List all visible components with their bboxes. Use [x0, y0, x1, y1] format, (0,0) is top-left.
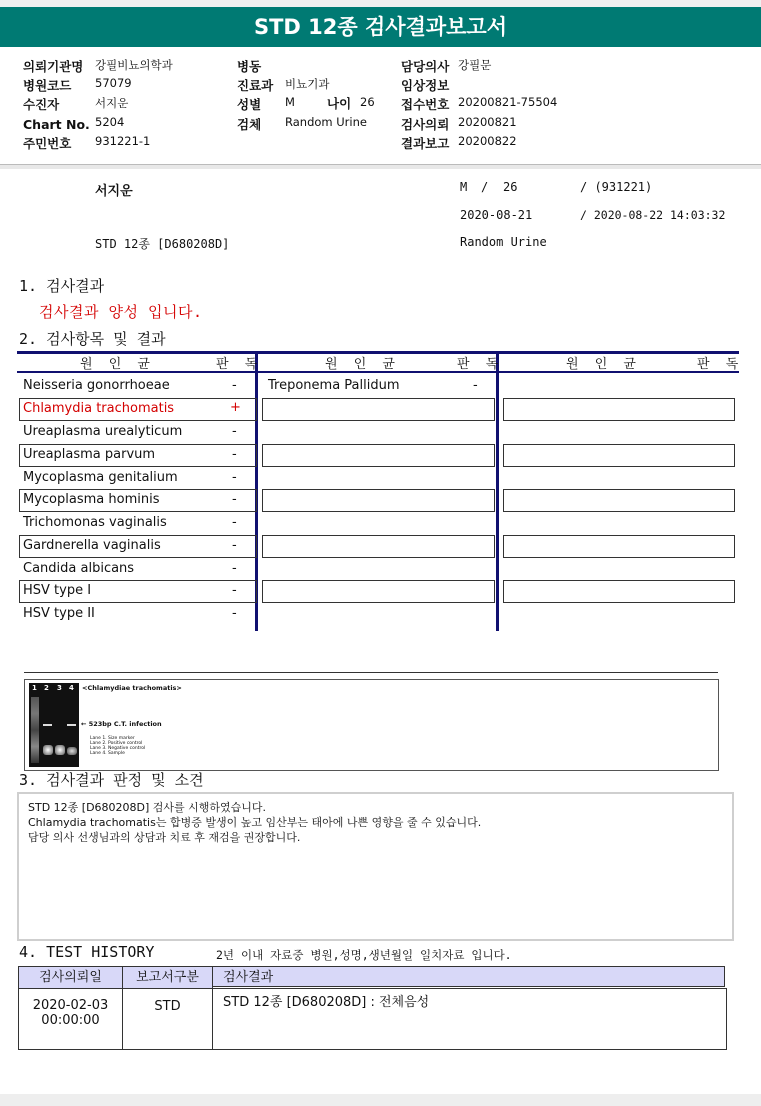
pathogen-result: - — [473, 378, 478, 393]
lane-number: 4 — [69, 684, 74, 692]
empty-row-box — [262, 489, 495, 512]
col-header: 원 인 균 — [80, 357, 156, 372]
request-date: 2020-08-21 — [460, 208, 533, 222]
header-row — [23, 56, 173, 75]
gel-caption: <Chlamydiae trachomatis> — [82, 684, 182, 692]
pathogen-name: Ureaplasma parvum — [23, 447, 156, 462]
lane-legend-item: Lane 2. Positive control — [90, 741, 143, 746]
empty-row-box — [262, 444, 495, 467]
lane-legend — [90, 736, 145, 756]
findings-box — [17, 792, 734, 941]
history-type-cell — [122, 988, 213, 1050]
header-row — [23, 133, 151, 152]
header-value: 20200822 — [458, 134, 517, 148]
header-row — [237, 56, 261, 75]
header-row — [401, 75, 449, 94]
header-value: 서지운 — [95, 96, 129, 110]
header-label: 접수번호 — [401, 97, 450, 112]
pathogen-result-positive: + — [230, 400, 241, 415]
header-value: 5204 — [95, 115, 125, 129]
header-label: 수진자 — [23, 97, 60, 112]
header-divider-shade — [0, 165, 761, 169]
top-strip — [0, 0, 761, 7]
pathogen-result: - — [232, 447, 237, 462]
patient-birth: / (931221) — [580, 180, 653, 194]
header-row — [401, 56, 492, 75]
header-label: 진료과 — [237, 78, 274, 93]
header-value: 57079 — [95, 76, 132, 90]
lane-number: 1 — [32, 684, 37, 692]
header-label: 성별 — [237, 97, 262, 112]
empty-row-box — [262, 535, 495, 558]
gel-top-line — [24, 672, 718, 673]
test-name: STD 12종 [D680208D] — [95, 237, 230, 251]
header-label: Chart No. — [23, 117, 90, 132]
lane-number: 3 — [57, 684, 62, 692]
header-label: 병동 — [237, 59, 262, 74]
history-result: STD 12종 [D680208D] : 전체음성 — [223, 995, 430, 1010]
header-row — [23, 75, 132, 94]
pathogen-name: Treponema Pallidum — [268, 378, 400, 393]
judge-header: 판 독 — [216, 357, 264, 372]
findings-line: STD 12종 [D680208D] 검사를 시행하였습니다. — [28, 801, 267, 814]
specimen: Random Urine — [460, 235, 547, 249]
header-value: 931221-1 — [95, 134, 151, 148]
gel-electrophoresis-image — [29, 683, 79, 767]
patient-sex: M — [460, 180, 468, 194]
primer-dimer — [55, 745, 65, 755]
pathogen-result: - — [232, 515, 237, 530]
lane-legend-item: Lane 1. Size marker — [90, 736, 135, 741]
history-date-cell — [18, 988, 123, 1050]
header-row — [23, 114, 125, 133]
empty-row-box — [503, 489, 735, 512]
pathogen-name: Ureaplasma urealyticum — [23, 424, 183, 439]
header-label: 나이 — [327, 96, 352, 111]
pathogen-result: - — [232, 561, 237, 576]
history-table — [18, 966, 726, 1049]
header-value: 20200821 — [458, 115, 517, 129]
gel-image-panel — [24, 679, 719, 771]
gel-band — [43, 724, 52, 726]
lane-legend-item: Lane 4. Sample — [90, 751, 125, 756]
report-title: STD 12종 검사결과보고서 — [0, 7, 761, 47]
col-header: 원 인 균 — [566, 357, 642, 372]
result-statement: 검사결과 양성 입니다. — [39, 303, 203, 321]
header-row — [401, 133, 517, 152]
header-label: 담당의사 — [401, 59, 450, 74]
header-label: 검사의뢰 — [401, 117, 450, 132]
pathogen-name: HSV type I — [23, 583, 92, 598]
history-type: STD — [154, 999, 181, 1014]
empty-row-box — [262, 398, 495, 421]
history-col-header: 검사결과 — [212, 966, 725, 987]
header-label: 결과보고 — [401, 136, 450, 151]
report-datetime: / 2020-08-22 14:03:32 — [580, 208, 726, 222]
header-label: 주민번호 — [23, 136, 72, 151]
table-divider — [496, 351, 499, 631]
bottom-strip — [0, 1094, 761, 1106]
separator: / — [481, 180, 489, 194]
patient-name: 서지운 — [95, 184, 133, 199]
section2-heading: 2. 검사항목 및 결과 — [19, 330, 166, 348]
header-value: 비뇨기과 — [285, 77, 330, 91]
marker-ladder — [31, 697, 39, 763]
empty-row-box — [503, 398, 735, 421]
header-label: 의뢰기관명 — [23, 59, 84, 74]
findings-line: 담당 의사 선생님과의 상담과 치료 후 재검을 권장합니다. — [28, 831, 301, 844]
header-value: Random Urine — [285, 115, 367, 129]
empty-row-box — [503, 535, 735, 558]
pathogen-result: - — [232, 470, 237, 485]
section1-heading: 1. 검사결과 — [19, 277, 105, 295]
pathogen-name: Trichomonas vaginalis — [23, 515, 167, 530]
history-col-header: 보고서구분 — [122, 966, 213, 989]
history-col-header: 검사의뢰일 — [18, 966, 123, 989]
empty-row-box — [503, 580, 735, 603]
history-result-cell — [212, 988, 727, 1050]
header-row — [401, 114, 517, 133]
header-value: 26 — [360, 95, 375, 109]
section4-heading: 4. TEST HISTORY — [19, 943, 155, 961]
pathogen-name: Mycoplasma genitalium — [23, 470, 178, 485]
findings-text — [28, 800, 481, 845]
pathogen-result: - — [232, 538, 237, 553]
header-row — [237, 75, 330, 94]
judge-header: 판 독 — [457, 357, 505, 372]
header-row — [237, 114, 367, 133]
pathogen-name-positive: Chlamydia trachomatis — [23, 401, 175, 416]
primer-dimer — [67, 747, 77, 755]
pathogen-result: - — [232, 583, 237, 598]
col-header: 원 인 균 — [325, 357, 401, 372]
patient-age: 26 — [503, 180, 518, 194]
lane-legend-item: Lane 3. Negative control — [90, 746, 146, 751]
empty-row-box — [262, 580, 495, 603]
pathogen-result: - — [232, 492, 237, 507]
header-label: 병원코드 — [23, 78, 72, 93]
header-value: M — [285, 95, 295, 109]
gel-band — [67, 724, 76, 726]
findings-line: Chlamydia trachomatis는 합병증 발생이 높고 임산부는 태아에 나쁜 영향을 줄 수 있습니다. — [28, 816, 482, 829]
pathogen-name: Mycoplasma hominis — [23, 492, 160, 507]
pathogen-result: - — [232, 378, 237, 393]
header-label: 검체 — [237, 117, 262, 132]
header-label: 임상정보 — [401, 78, 450, 93]
history-date: 2020-02-03 — [32, 998, 109, 1013]
empty-row-box — [503, 444, 735, 467]
pathogen-name: HSV type II — [23, 606, 95, 621]
pathogen-name: Neisseria gonorrhoeae — [23, 378, 170, 393]
pathogen-name: Candida albicans — [23, 561, 135, 576]
history-time: 00:00:00 — [41, 1013, 100, 1028]
primer-dimer — [43, 745, 53, 755]
header-row — [23, 94, 129, 113]
header-value: 20200821-75504 — [458, 95, 558, 109]
header-value: 강필문 — [458, 58, 492, 72]
header-value: 강필비뇨의학과 — [95, 58, 173, 72]
lane-number: 2 — [44, 684, 49, 692]
section3-heading: 3. 검사결과 판정 및 소견 — [19, 771, 204, 789]
header-row — [401, 94, 558, 113]
pathogen-result: - — [232, 424, 237, 439]
pathogen-name: Gardnerella vaginalis — [23, 538, 161, 553]
header-row — [237, 94, 375, 113]
history-note: 2년 이내 자료중 병원,성명,생년월일 일치자료 입니다. — [216, 948, 512, 962]
band-label: ← 523bp C.T. infection — [81, 720, 162, 728]
pathogen-result: - — [232, 606, 237, 621]
judge-header: 판 독 — [697, 357, 745, 372]
